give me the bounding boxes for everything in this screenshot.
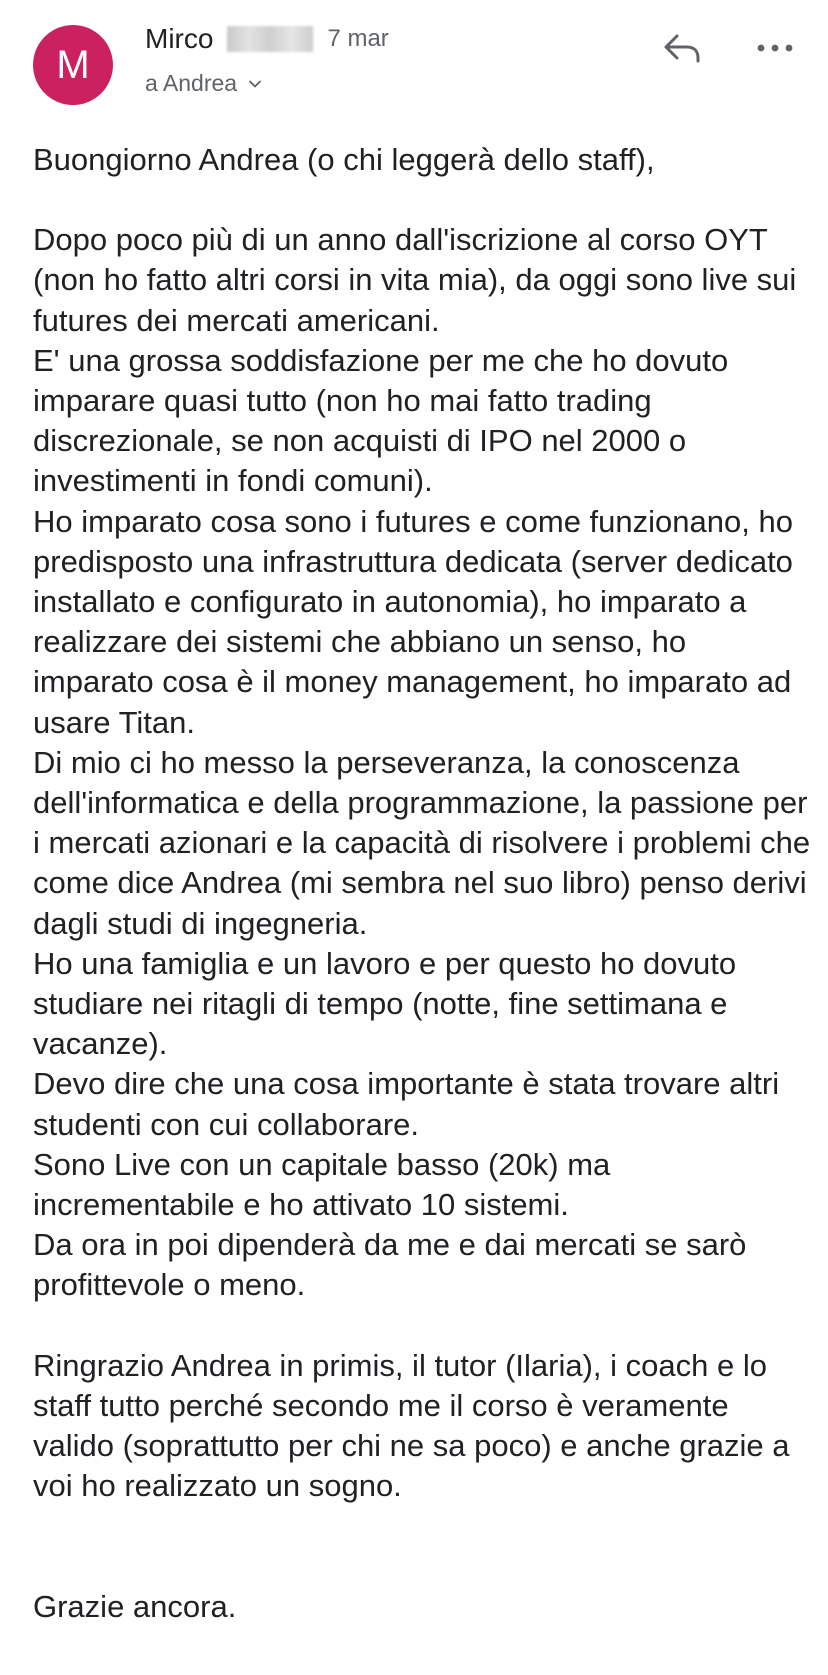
closing-line: Grazie ancora.: [33, 1588, 237, 1624]
redacted-sender-surname: [227, 26, 313, 52]
sender-line: [145, 22, 389, 56]
email-body: [33, 140, 813, 1627]
body-paragraph: Ho imparato cosa sono i futures e come funzionano, ho predisposto una infrastruttura dedicata (server dedicato installato e configurato in autonomia), ho imparato a realizzare dei sistemi che abbiano un senso, ho imparato cosa è il money management, ho imparato ad usare Titan.: [33, 503, 793, 740]
paragraph-spacer: [33, 1306, 813, 1346]
greeting: Buongiorno Andrea (o chi leggerà dello staff),: [33, 142, 655, 177]
paragraph-spacer: [33, 1507, 813, 1587]
body-paragraph: Devo dire che una cosa importante è stata trovare altri studenti con cui collaborare.: [33, 1066, 780, 1142]
recipient-label: a Andrea: [145, 70, 238, 96]
more-horizontal-icon[interactable]: [752, 28, 798, 68]
body-paragraph: Di mio ci ho messo la perseveranza, la conoscenza dell'informatica e della programmazione, la passione per i mercati azionari e la capacità di risolvere i problemi che come dice Andrea (mi sembra nel suo libro) penso derivi dagli studi di ingegneria.: [33, 744, 811, 941]
body-paragraph: Sono Live con un capitale basso (20k) ma incrementabile e ho attivato 10 sistemi.: [33, 1146, 611, 1223]
sender-avatar[interactable]: M: [33, 25, 113, 105]
body-paragraph: Ringrazio Andrea in primis, il tutor (Ilaria), i coach e lo staff tutto perché secondo me il corso è veramente valido (soprattutto per chi ne sa poco) e anche grazie a voi ho realizzato un sogno.: [33, 1347, 790, 1504]
sender-name[interactable]: Mirco: [145, 23, 214, 54]
recipient-details-toggle[interactable]: [145, 70, 263, 97]
email-date: 7 mar: [327, 25, 389, 52]
body-paragraph: Dopo poco più di un anno dall'iscrizione al corso OYT (non ho fatto altri corsi in vita mia), da oggi sono live sui futures dei mercati americani.: [33, 222, 797, 338]
reply-icon[interactable]: [660, 28, 706, 68]
body-paragraph: Ho una famiglia e un lavoro e per questo ho dovuto studiare nei ritagli di tempo (notte, fine settimana e vacanze).: [33, 945, 737, 1062]
body-paragraph: E' una grossa soddisfazione per me che ho dovuto imparare quasi tutto (non ho mai fatto trading discrezionale, se non acquisti di IPO nel 2000 o investimenti in fondi comuni).: [33, 342, 729, 499]
body-paragraph: Da ora in poi dipenderà da me e dai mercati se sarò profittevole o meno.: [33, 1227, 747, 1303]
paragraph-spacer: [33, 180, 813, 220]
chevron-down-icon: [247, 76, 263, 92]
email-header: [0, 0, 828, 120]
